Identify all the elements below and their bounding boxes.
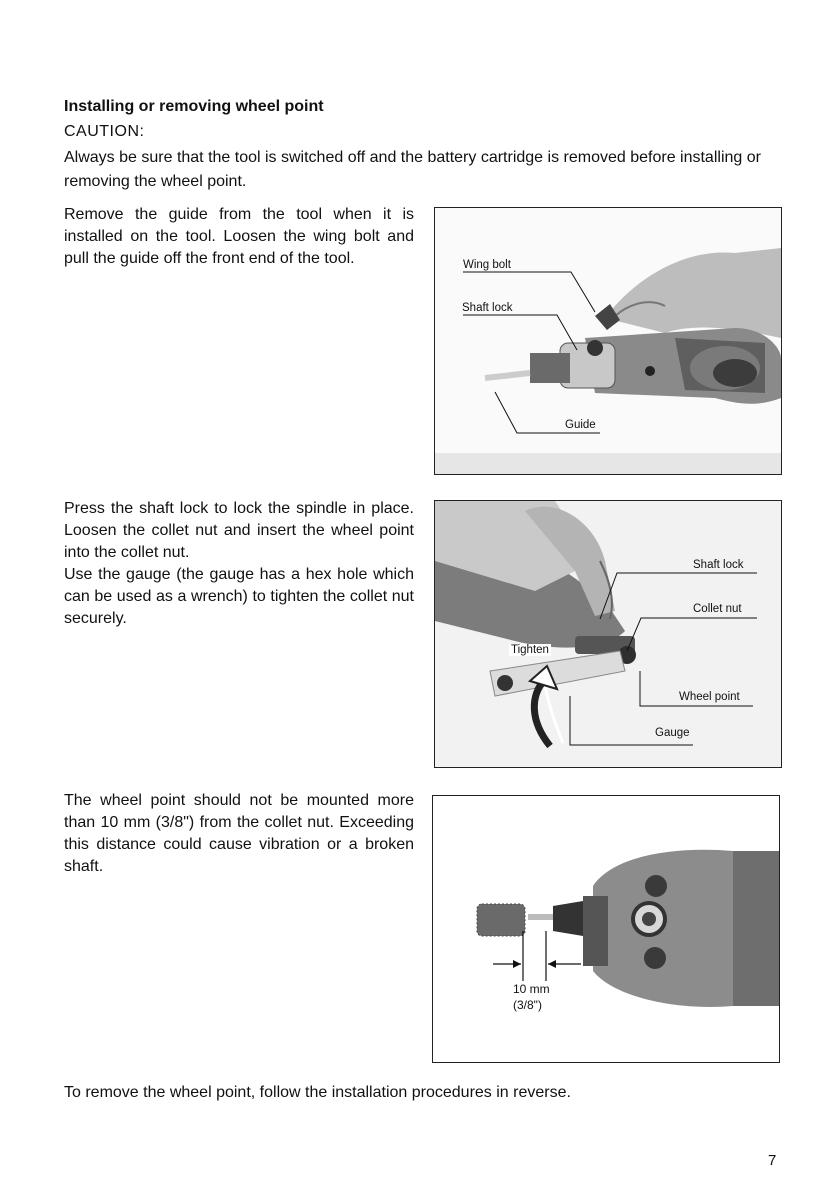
figure-mount-distance <box>432 795 780 1063</box>
label-shaft-lock: Shaft lock <box>693 559 744 571</box>
caution-label: CAUTION: <box>64 123 145 140</box>
paragraph-shaft-lock-b: Use the gauge (the gauge has a hex hole which can be used as a wrench) to tighten the collet nut securely. <box>64 566 414 627</box>
figure-tighten-collet <box>434 500 782 768</box>
figure-mount-distance-illustration <box>433 796 779 1062</box>
paragraph-shaft-lock <box>64 498 414 630</box>
label-wing-bolt: Wing bolt <box>463 259 511 271</box>
figure-tighten-collet-illustration <box>435 501 781 767</box>
paragraph-mount-distance: The wheel point should not be mounted more than 10 mm (3/8") from the collet nut. Exceeding this distance could cause vibration or a broken shaft. <box>64 792 414 875</box>
paragraph-remove-guide: Remove the guide from the tool when it is installed on the tool. Loosen the wing bolt and pull the guide off the front end of the tool. <box>64 206 414 267</box>
label-distance-in: (3/8") <box>513 998 542 1012</box>
figure-remove-guide-illustration <box>435 208 781 474</box>
label-wheel-point: Wheel point <box>679 691 740 703</box>
label-collet-nut: Collet nut <box>693 603 742 615</box>
paragraph-shaft-lock-a: Press the shaft lock to lock the spindle in place. Loosen the collet nut and insert the wheel point into the collet nut. <box>64 500 414 561</box>
label-guide: Guide <box>565 419 596 431</box>
label-shaft-lock: Shaft lock <box>462 302 513 314</box>
label-gauge: Gauge <box>655 727 690 739</box>
page-number: 7 <box>768 1152 777 1169</box>
section-heading: Installing or removing wheel point <box>64 98 324 115</box>
caution-text: Always be sure that the tool is switched off and the battery cartridge is removed before installing or removing the wheel point. <box>64 149 761 190</box>
label-distance-mm: 10 mm <box>513 982 550 996</box>
figure-remove-guide <box>434 207 782 475</box>
closing-text: To remove the wheel point, follow the installation procedures in reverse. <box>64 1084 571 1101</box>
label-tighten: Tighten <box>511 644 549 656</box>
